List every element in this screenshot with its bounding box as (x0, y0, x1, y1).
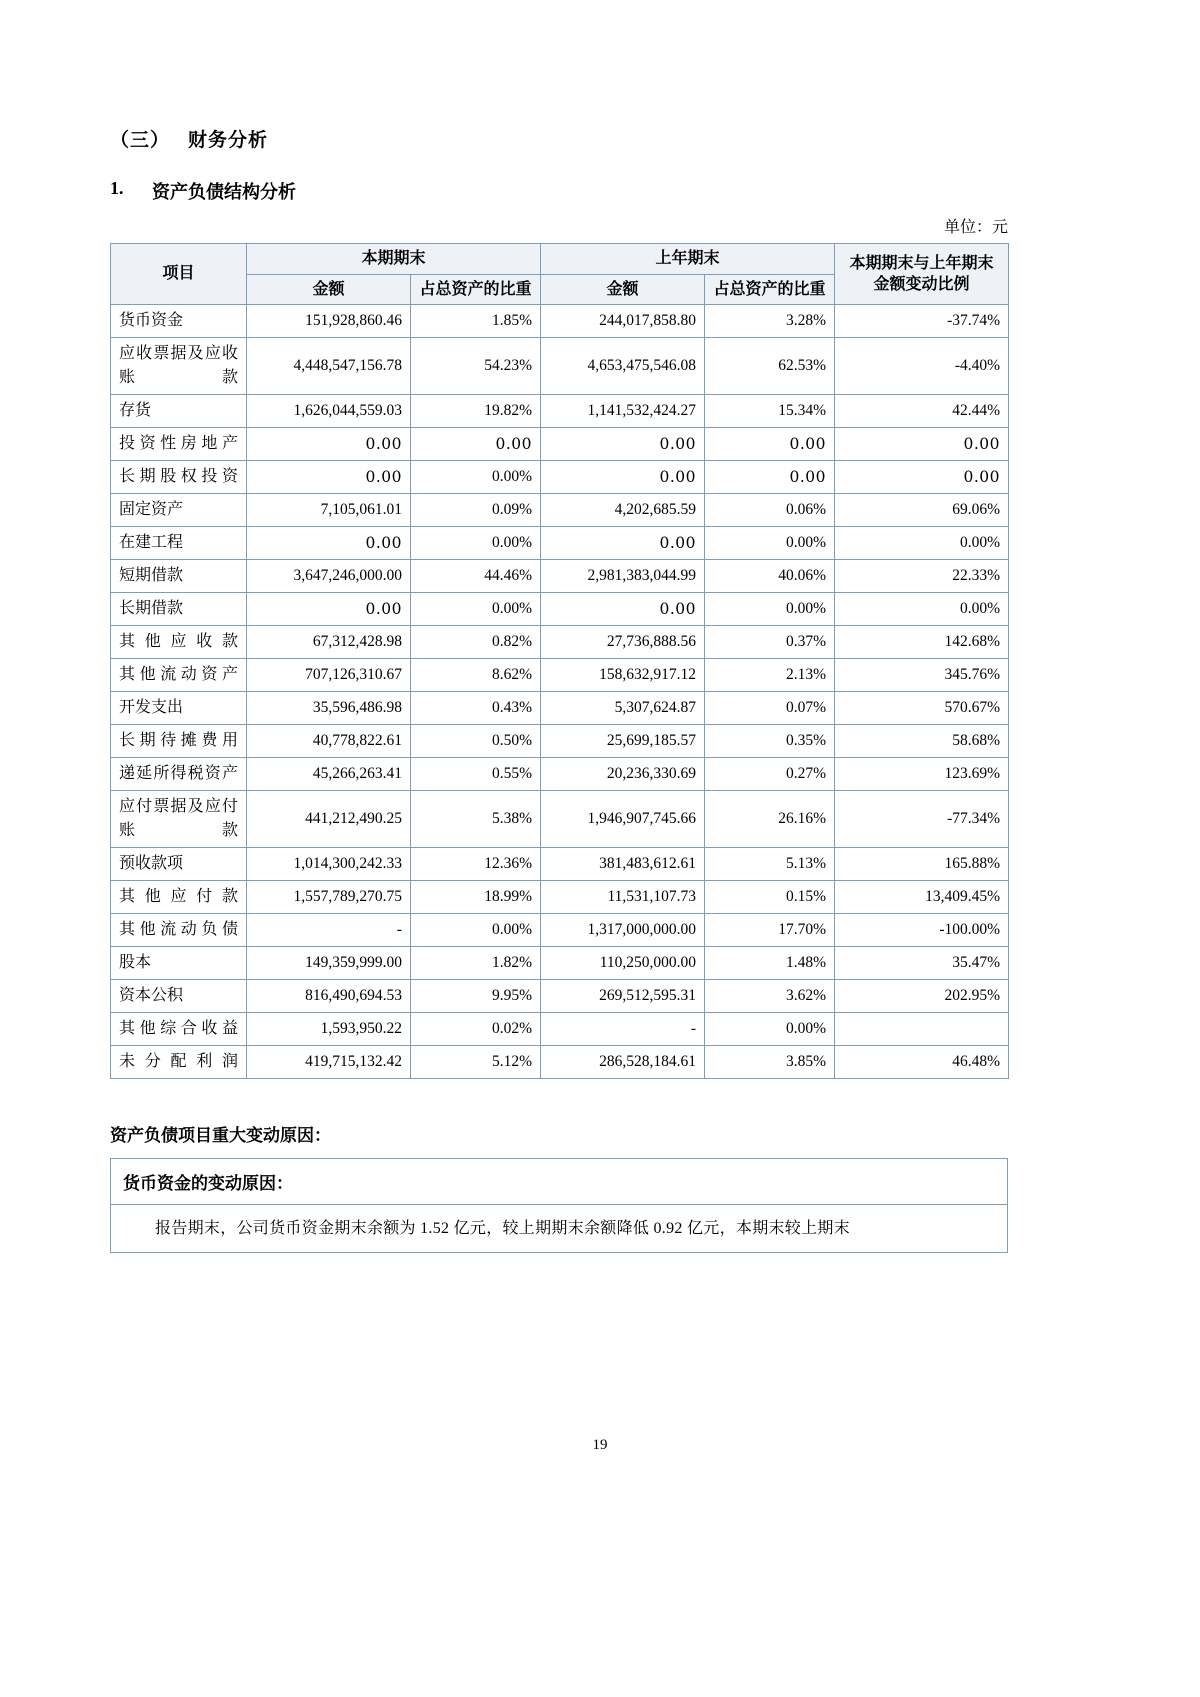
table-row (111, 395, 1009, 428)
table-row (111, 881, 1009, 914)
row-previous-amount: 110,250,000.00 (541, 947, 705, 980)
row-item-label: 固定资产 (111, 494, 247, 527)
row-previous-amount: 1,946,907,745.66 (541, 791, 705, 848)
row-change-ratio: 570.67% (835, 692, 1009, 725)
row-previous-amount: 25,699,185.57 (541, 725, 705, 758)
note-table (110, 1158, 1008, 1253)
row-change-ratio: 35.47% (835, 947, 1009, 980)
table-row (111, 791, 1009, 848)
row-current-ratio: 0.43% (411, 692, 541, 725)
table-row (111, 305, 1009, 338)
table-row (111, 428, 1009, 461)
row-previous-ratio: 15.34% (705, 395, 835, 428)
row-previous-amount: 1,317,000,000.00 (541, 914, 705, 947)
row-current-amount: 1,593,950.22 (247, 1013, 411, 1046)
table-body (111, 305, 1009, 1079)
row-item-label: 其他应收款 (111, 626, 247, 659)
table-row (111, 725, 1009, 758)
row-change-ratio (835, 1013, 1009, 1046)
row-item-label: 股本 (111, 947, 247, 980)
row-previous-amount: 5,307,624.87 (541, 692, 705, 725)
row-previous-ratio: 40.06% (705, 560, 835, 593)
row-current-amount: 0.00 (247, 461, 411, 494)
note-body: 报告期末，公司货币资金期末余额为 1.52 亿元，较上期期末余额降低 0.92 亿元，本期末较上期末 (111, 1205, 1008, 1253)
section-heading (110, 125, 1010, 152)
row-current-amount: 67,312,428.98 (247, 626, 411, 659)
row-previous-ratio: 0.15% (705, 881, 835, 914)
unit-label: 单位：元 (943, 219, 1008, 236)
row-current-ratio: 0.55% (411, 758, 541, 791)
table-row (111, 692, 1009, 725)
row-current-amount: 3,647,246,000.00 (247, 560, 411, 593)
row-change-ratio: -4.40% (835, 338, 1009, 395)
row-current-ratio: 0.00 (411, 428, 541, 461)
table-row (111, 494, 1009, 527)
row-change-ratio: -77.34% (835, 791, 1009, 848)
row-previous-ratio: 1.48% (705, 947, 835, 980)
table-row (111, 659, 1009, 692)
row-current-ratio: 44.46% (411, 560, 541, 593)
row-item-label: 开发支出 (111, 692, 247, 725)
row-current-ratio: 12.36% (411, 848, 541, 881)
row-current-ratio: 54.23% (411, 338, 541, 395)
row-current-amount: 0.00 (247, 428, 411, 461)
row-current-amount: 419,715,132.42 (247, 1046, 411, 1079)
row-current-ratio: 0.02% (411, 1013, 541, 1046)
table-row (111, 527, 1009, 560)
row-previous-amount: 269,512,595.31 (541, 980, 705, 1013)
row-item-label: 未分配利润 (111, 1046, 247, 1079)
header-item: 项目 (111, 244, 247, 305)
row-change-ratio: -100.00% (835, 914, 1009, 947)
row-item-label: 其他综合收益 (111, 1013, 247, 1046)
table-row (111, 914, 1009, 947)
table-header (111, 244, 1009, 305)
header-current-ratio: 占总资产的比重 (411, 274, 541, 305)
section-heading-title: 财务分析 (188, 130, 269, 151)
row-previous-ratio: 0.07% (705, 692, 835, 725)
row-item-label: 其他流动负债 (111, 914, 247, 947)
row-previous-amount: 4,202,685.59 (541, 494, 705, 527)
row-item-label: 递延所得税资产 (111, 758, 247, 791)
row-previous-ratio: 0.06% (705, 494, 835, 527)
row-current-ratio: 0.50% (411, 725, 541, 758)
row-current-ratio: 0.00% (411, 461, 541, 494)
header-current-amount: 金额 (247, 274, 411, 305)
table-row (111, 461, 1009, 494)
row-previous-ratio: 0.35% (705, 725, 835, 758)
row-change-ratio: 58.68% (835, 725, 1009, 758)
row-current-amount: - (247, 914, 411, 947)
row-change-ratio: 142.68% (835, 626, 1009, 659)
row-previous-amount: 158,632,917.12 (541, 659, 705, 692)
row-current-amount: 151,928,860.46 (247, 305, 411, 338)
table-row (111, 947, 1009, 980)
row-previous-ratio: 0.00% (705, 527, 835, 560)
row-current-amount: 40,778,822.61 (247, 725, 411, 758)
row-current-amount: 7,105,061.01 (247, 494, 411, 527)
row-item-label: 货币资金 (111, 305, 247, 338)
row-item-label: 存货 (111, 395, 247, 428)
row-item-label: 在建工程 (111, 527, 247, 560)
row-current-ratio: 0.09% (411, 494, 541, 527)
row-current-amount: 0.00 (247, 593, 411, 626)
row-previous-amount: 4,653,475,546.08 (541, 338, 705, 395)
row-previous-amount: 11,531,107.73 (541, 881, 705, 914)
row-previous-ratio: 2.13% (705, 659, 835, 692)
row-previous-ratio: 0.00% (705, 593, 835, 626)
row-current-amount: 1,557,789,270.75 (247, 881, 411, 914)
table-row (111, 1046, 1009, 1079)
row-current-amount: 441,212,490.25 (247, 791, 411, 848)
row-previous-ratio: 3.62% (705, 980, 835, 1013)
row-current-ratio: 1.82% (411, 947, 541, 980)
table-row (111, 1013, 1009, 1046)
row-current-amount: 707,126,310.67 (247, 659, 411, 692)
row-change-ratio: 69.06% (835, 494, 1009, 527)
table-row (111, 626, 1009, 659)
row-previous-ratio: 5.13% (705, 848, 835, 881)
row-current-ratio: 5.38% (411, 791, 541, 848)
row-current-ratio: 0.82% (411, 626, 541, 659)
row-current-ratio: 0.00% (411, 527, 541, 560)
subsection-heading-title: 资产负债结构分析 (152, 182, 296, 202)
table-row (111, 560, 1009, 593)
row-current-ratio: 0.00% (411, 593, 541, 626)
row-change-ratio: 0.00% (835, 527, 1009, 560)
row-previous-amount: 0.00 (541, 428, 705, 461)
row-previous-amount: 20,236,330.69 (541, 758, 705, 791)
row-change-ratio: 0.00 (835, 461, 1009, 494)
row-item-label: 其他流动资产 (111, 659, 247, 692)
row-item-label: 预收款项 (111, 848, 247, 881)
table-row (111, 338, 1009, 395)
row-change-ratio: 0.00% (835, 593, 1009, 626)
header-group-previous: 上年期末 (541, 244, 835, 275)
header-group-current: 本期期末 (247, 244, 541, 275)
row-change-ratio: 46.48% (835, 1046, 1009, 1079)
row-current-ratio: 19.82% (411, 395, 541, 428)
row-previous-amount: 2,981,383,044.99 (541, 560, 705, 593)
row-current-ratio: 8.62% (411, 659, 541, 692)
row-change-ratio: 202.95% (835, 980, 1009, 1013)
row-current-amount: 35,596,486.98 (247, 692, 411, 725)
row-item-label: 长期股权投资 (111, 461, 247, 494)
table-row (111, 593, 1009, 626)
row-previous-ratio: 0.00 (705, 428, 835, 461)
row-previous-amount: 27,736,888.56 (541, 626, 705, 659)
row-current-amount: 0.00 (247, 527, 411, 560)
section-heading-number: （三） (110, 130, 171, 151)
header-previous-ratio: 占总资产的比重 (705, 274, 835, 305)
row-previous-ratio: 0.27% (705, 758, 835, 791)
table-row (111, 980, 1009, 1013)
row-previous-amount: 1,141,532,424.27 (541, 395, 705, 428)
page-number: 19 (592, 1437, 608, 1453)
row-change-ratio: -37.74% (835, 305, 1009, 338)
subsection-heading (110, 178, 1010, 204)
row-item-label: 应付票据及应付账款 (111, 791, 247, 848)
row-previous-amount: - (541, 1013, 705, 1046)
row-item-label: 资本公积 (111, 980, 247, 1013)
row-previous-ratio: 3.85% (705, 1046, 835, 1079)
row-current-amount: 816,490,694.53 (247, 980, 411, 1013)
row-current-ratio: 18.99% (411, 881, 541, 914)
row-previous-amount: 286,528,184.61 (541, 1046, 705, 1079)
row-current-ratio: 5.12% (411, 1046, 541, 1079)
row-current-amount: 1,014,300,242.33 (247, 848, 411, 881)
page-content (110, 125, 1010, 1253)
row-previous-ratio: 0.37% (705, 626, 835, 659)
row-previous-ratio: 62.53% (705, 338, 835, 395)
notes-section-title: 资产负债项目重大变动原因： (110, 1126, 331, 1146)
row-previous-amount: 0.00 (541, 461, 705, 494)
row-current-ratio: 1.85% (411, 305, 541, 338)
row-change-ratio: 0.00 (835, 428, 1009, 461)
row-item-label: 长期待摊费用 (111, 725, 247, 758)
row-current-ratio: 0.00% (411, 914, 541, 947)
row-previous-ratio: 17.70% (705, 914, 835, 947)
header-change: 本期期末与上年期末金额变动比例 (835, 244, 1009, 305)
balance-structure-table (110, 243, 1009, 1079)
row-previous-ratio: 26.16% (705, 791, 835, 848)
row-previous-amount: 381,483,612.61 (541, 848, 705, 881)
row-item-label: 短期借款 (111, 560, 247, 593)
row-change-ratio: 13,409.45% (835, 881, 1009, 914)
row-item-label: 长期借款 (111, 593, 247, 626)
row-previous-amount: 0.00 (541, 527, 705, 560)
row-current-amount: 1,626,044,559.03 (247, 395, 411, 428)
row-previous-ratio: 0.00 (705, 461, 835, 494)
row-previous-amount: 0.00 (541, 593, 705, 626)
row-current-amount: 149,359,999.00 (247, 947, 411, 980)
row-change-ratio: 345.76% (835, 659, 1009, 692)
row-item-label: 投资性房地产 (111, 428, 247, 461)
table-row (111, 758, 1009, 791)
row-change-ratio: 123.69% (835, 758, 1009, 791)
row-previous-ratio: 0.00% (705, 1013, 835, 1046)
row-change-ratio: 22.33% (835, 560, 1009, 593)
subsection-heading-number: 1. (110, 178, 124, 198)
row-previous-amount: 244,017,858.80 (541, 305, 705, 338)
table-row (111, 848, 1009, 881)
row-item-label: 应收票据及应收账款 (111, 338, 247, 395)
row-change-ratio: 42.44% (835, 395, 1009, 428)
row-current-ratio: 9.95% (411, 980, 541, 1013)
row-previous-ratio: 3.28% (705, 305, 835, 338)
row-current-amount: 45,266,263.41 (247, 758, 411, 791)
header-previous-amount: 金额 (541, 274, 705, 305)
row-change-ratio: 165.88% (835, 848, 1009, 881)
note-title: 货币资金的变动原因： (111, 1159, 1008, 1205)
row-current-amount: 4,448,547,156.78 (247, 338, 411, 395)
row-item-label: 其他应付款 (111, 881, 247, 914)
